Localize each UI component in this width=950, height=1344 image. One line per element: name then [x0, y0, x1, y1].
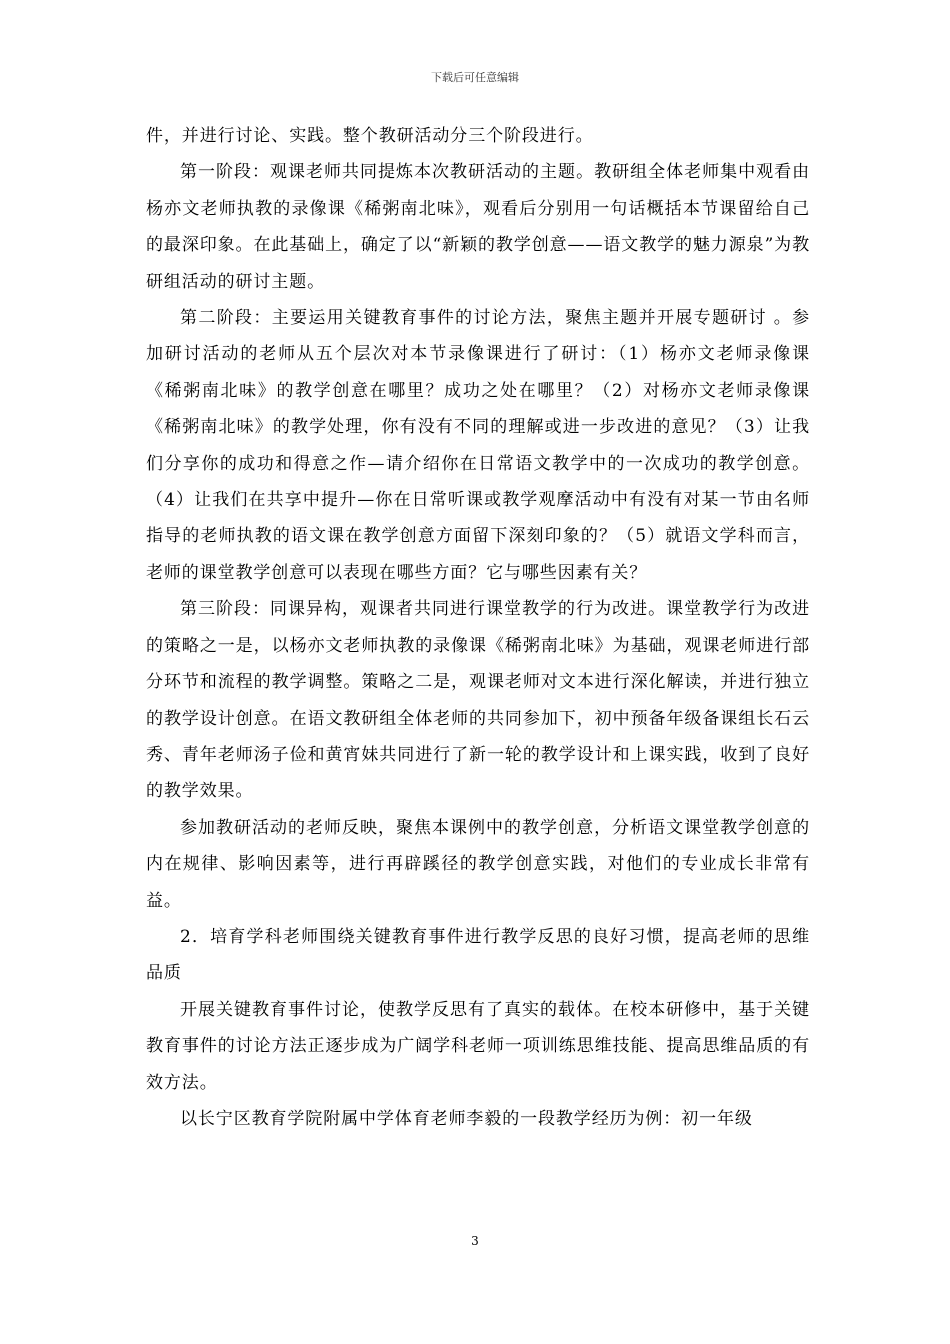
- page-number: 3: [471, 1234, 479, 1248]
- paragraph-example: 以长宁区教育学院附属中学体育老师李毅的一段教学经历为例：初一年级: [180, 1108, 753, 1129]
- section-heading-2: 2．培育学科老师围绕关键教育事件进行教学反思的良好习惯，提高老师的思维品质: [146, 926, 810, 984]
- page-header: 下载后可任意编辑: [431, 71, 519, 84]
- paragraph-stage-two: 第二阶段：主要运用关键教育事件的讨论方法，聚焦主题并开展专题研讨 。参加研讨活动的老师从五个层次对本节录像课进行了研讨：（1）杨亦文老师录像课《稀粥南北味》的教学创意在哪里？成功之处在哪里？（2）对杨亦文老师录像课《稀粥南北味》的教学处理，你有没有不同的理解或进一步改进的意见？（3）让我们分享你的成功和得意之作—请介绍你在日常语文教学中的一次成功的教学创意。（4）让我们在共享中提升—你在日常听课或教学观摩活动中有没有对某一节由名师指导的老师执教的语文课在教学创意方面留下深刻印象的？（5）就语文学科而言，老师的课堂教学创意可以表现在哪些方面？它与哪些因素有关？: [146, 308, 810, 583]
- paragraph-stage-one: 第一阶段：观课老师共同提炼本次教研活动的主题。教研组全体老师集中观看由杨亦文老师执教的录像课《稀粥南北味》，观看后分别用一句话概括本节课留给自己的最深印象。在此基础上，确定了以“新颖的教学创意——语文教学的魅力源泉”为教研组活动的研讨主题。: [146, 162, 810, 292]
- paragraph-stage-three: 第三阶段：同课异构，观课者共同进行课堂教学的行为改进。课堂教学行为改进的策略之一是，以杨亦文老师执教的录像课《稀粥南北味》为基础，观课老师进行部分环节和流程的教学调整。策略之二是，观课老师对文本进行深化解读，并进行独立的教学设计创意。在语文教研组全体老师的共同参加下，初中预备年级备课组长石云秀、青年老师汤子俭和黄宵妹共同进行了新一轮的教学设计和上课实践，收到了良好的教学效果。: [146, 599, 810, 802]
- paragraph-continuation: 件，并进行讨论、实践。整个教研活动分三个阶段进行。: [146, 126, 594, 146]
- paragraph-feedback: 参加教研活动的老师反映，聚焦本课例中的教学创意，分析语文课堂教学创意的内在规律、影响因素等，进行再辟蹊径的教学创意实践，对他们的专业成长非常有益。: [146, 817, 810, 911]
- document-body: [146, 118, 810, 1137]
- paragraph-reflection: 开展关键教育事件讨论，使教学反思有了真实的载体。在校本研修中，基于关键教育事件的讨论方法正逐步成为广阔学科老师一项训练思维技能、提高思维品质的有效方法。: [146, 999, 810, 1093]
